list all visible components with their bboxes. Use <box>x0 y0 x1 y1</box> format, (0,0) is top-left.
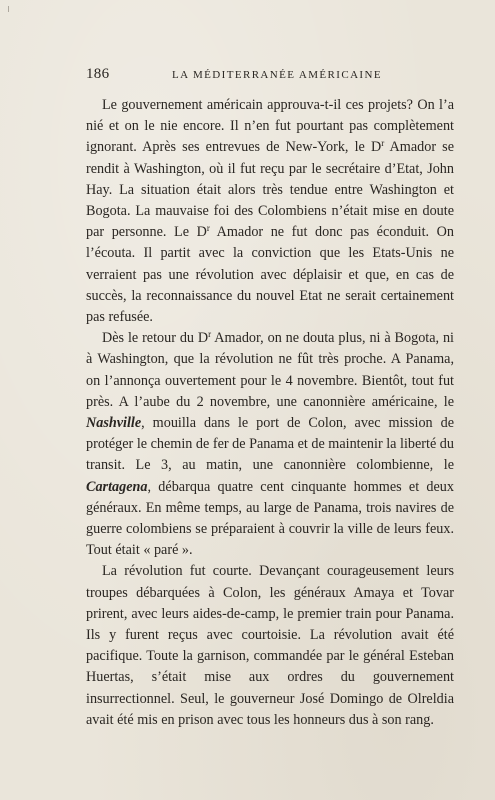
text-run: , débarqua quatre cent cinquante hommes et deux généraux. En même temps, au large de Panama, trois navires de guerre colombiens se préparaient à couvrir la ville de leurs feux. Tout était « paré ». <box>86 478 454 559</box>
text-run: Le gouvernement américain approuva-t-il ces projets? On l’a nié et on le nie encore. Il n’en fut pourtant pas complètement ignorant. Après ses entrevues de New-York, le D <box>86 97 454 156</box>
text-run: La révolution fut courte. Devançant courageusement leurs troupes débarquées à Colon, les généraux Amaya et Tovar prirent, avec leurs aides-de-camp, le premier train pour Panama. Ils y furent reçus avec courtoisie. La révolution avait été pacifique. Toute la garnison, commandée par le général Esteban Huertas, s’était mise aux ordres du gouvernement insurrectionnel. Seul, le gouverneur José Domingo de Olreldia avait été mis en prison avec tous les honneurs dus à son rang. <box>86 563 454 728</box>
ship-name: Nashville <box>86 415 142 432</box>
paragraph-1 <box>86 95 454 328</box>
body-text <box>86 95 454 731</box>
text-run: Amador se rendit à Washington, où il fut reçu par le secrétaire d’Etat, John Hay. La situation était alors très tendue entre Washington et Bogota. La mauvaise foi des Colombiens n’était mise en doute par personne. Le D <box>86 139 454 241</box>
text-run: , mouilla dans le port de Colon, avec mission de protéger le chemin de fer de Panama et de maintenir la liberté du transit. Le 3, au matin, une canonnière colombienne, le <box>86 415 454 474</box>
page-corner-mark <box>8 6 13 12</box>
ship-name: Cartagena <box>86 478 148 495</box>
superscript: r <box>208 329 212 340</box>
page-number: 186 <box>86 66 110 82</box>
paragraph-2 <box>86 328 454 561</box>
superscript: r <box>206 223 210 234</box>
text-run: Dès le retour du D <box>102 330 209 347</box>
running-title: LA MÉDITERRANÉE AMÉRICAINE <box>172 69 382 81</box>
text-run: Amador ne fut donc pas éconduit. On l’écouta. Il partit avec la conviction que les Etats-Unis ne verraient pas une révolution avec déplaisir et que, en cas de succès, la reconnaissance du nouvel Etat ne serait certainement pas refusée. <box>86 224 454 326</box>
text-run: Amador, on ne douta plus, ni à Bogota, ni à Washington, que la révolution ne fût très proche. A Panama, on l’annonça ouvertement pour le 4 novembre. Bientôt, tout fut près. A l’aube du 2 novembre, une canonnière américaine, le <box>86 330 454 410</box>
page-header <box>86 66 454 84</box>
superscript: r <box>381 138 385 149</box>
paragraph-3 <box>86 561 454 731</box>
